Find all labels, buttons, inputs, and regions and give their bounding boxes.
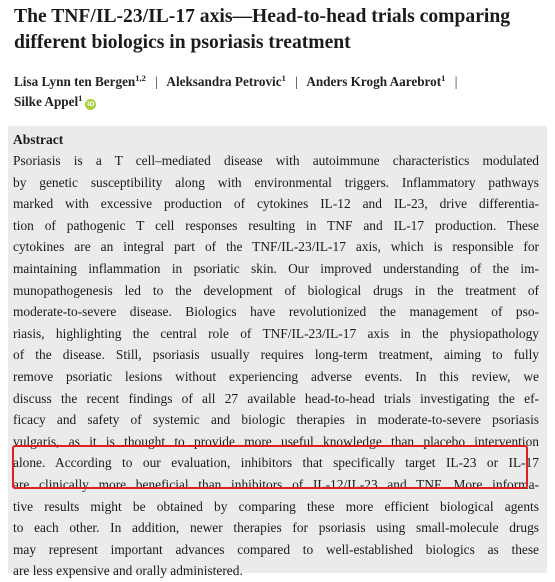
abstract-line: cytokines are an integral part of the TNF/IL-23/IL-17 axis, which is responsible for [13, 239, 539, 255]
author-list [14, 72, 554, 112]
abstract-line: riasis, highlighting the central role of TNF/IL-23/IL-17 axis in the physiopathology [13, 325, 539, 341]
abstract-line: vulgaris, as it is thought to provide more useful knowledge than placebo intervention [13, 433, 539, 449]
author-separator: | [454, 74, 458, 89]
abstract-line: discuss the recent findings of all 27 available head-to-head trials investigating the ef- [13, 390, 539, 406]
abstract-line: of the disease. Still, psoriasis usually requires long-term treatment, aiming to fully [13, 347, 539, 363]
abstract-line: ficacy and safety of systemic and biologic therapies in moderate-to-severe psoriasis [13, 412, 539, 428]
abstract-line: to each other. In addition, newer therapies for psoriasis using small-molecule drugs [13, 520, 539, 536]
abstract-line: alone. According to our evaluation, inhibitors that specifically target IL-23 or IL-17 [13, 455, 539, 471]
abstract-line: tive results might be obtained by comparing these more efficient biological agents [13, 498, 539, 514]
affiliation-marker: 1 [78, 93, 83, 103]
author-name[interactable]: Lisa Lynn ten Bergen$^{1,2}$ [14, 73, 146, 89]
affiliation-marker: 1,2 [135, 73, 146, 83]
abstract-line: tion of pathogenic T cell responses resulting in TNF and IL-17 production. These [13, 217, 539, 233]
abstract-line: moderate-to-severe disease. Biologics have revolutionized the management of pso- [13, 304, 539, 320]
author-separator: | [295, 74, 298, 89]
abstract-line: by genetic susceptibility along with environmental triggers. Inflammatory pathways [13, 174, 539, 190]
abstract-line: Psoriasis is a T cell–mediated disease with autoimmune characteristics modulated [13, 153, 539, 168]
abstract-line: marked with excessive production of cytokines IL-12 and IL-23, drive differentia- [13, 196, 539, 212]
abstract-line: are less expensive and orally administered. [13, 563, 243, 579]
abstract-line: munopathogenesis led to the development of biological drugs in the treatment of [13, 282, 539, 298]
abstract-line: are clinically more beneficial than inhibitors of IL-12/IL-23 and TNF. More informa- [13, 476, 539, 492]
abstract-box [8, 126, 547, 579]
affiliation-marker: 1 [281, 73, 286, 83]
paper-title: The TNF/IL-23/IL-17 axis—Head-to-head trials comparing different biologics in psoriasis treatment [14, 6, 511, 53]
abstract-line: remove psoriatic lesions without experiencing adverse events. In this review, we [13, 368, 539, 384]
affiliation-marker: 1 [441, 73, 446, 83]
abstract-heading: Abstract [13, 132, 64, 147]
orcid-icon[interactable]: iD [87, 100, 95, 108]
author-separator: | [155, 74, 158, 89]
author-name[interactable]: Aleksandra Petrovic$^1$ [166, 73, 286, 89]
abstract-line: maintaining inflammation in psoriatic skin. Our improved understanding of the im- [13, 260, 539, 276]
author-name[interactable]: Silke Appel$^1$ [14, 93, 83, 109]
author-name[interactable]: Anders Krogh Aarebrot$^1$ [306, 73, 446, 89]
abstract-line: may represent important advances compared to well-established biologics as these [13, 541, 539, 557]
